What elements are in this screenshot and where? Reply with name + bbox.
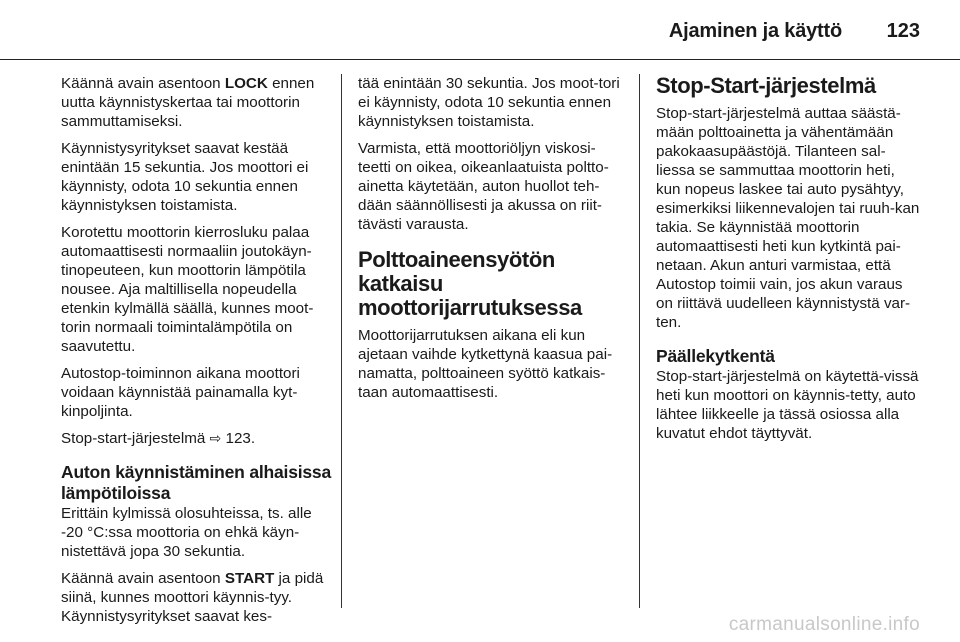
paragraph-cold-conditions: Erittäin kylmissä olosuhteissa, ts. alle -20 °C:ssa moottoria on ehkä käyn-nistettävä jopa 30 sekuntia. <box>61 505 312 560</box>
heading-stop-start: Stop-Start-järjestelmä <box>656 73 876 98</box>
paragraph-attempts: Käynnistysyritykset saavat kestää enintään 15 sekuntia. Jos moottori ei käynnisty, odota 10 sekuntia ennen käynnistyksen toistamista. <box>61 140 309 214</box>
page-reference-link[interactable]: 123. <box>225 430 256 447</box>
paragraph-stop-start-description: Stop-start-järjestelmä auttaa säästä-mään polttoainetta ja vähentämään pakokaasupäästöjä. Tilanteen sal-liessa se sammuttaa moottorin heti, kun nopeus laskee tai auto pysähtyy, esimerkiksi liikennevalojen tai ruuh-kan takia. Se käynnistää moottorin automaattisesti heti kun kytkintä pai-netaan. Akun anturi varmistaa, että Autostop toimii vain, jos akun varaus on riittävä uudelleen käynnistystä var-ten. <box>656 105 920 331</box>
paragraph-cross-reference: Stop-start-järjestelmä ⇨ 123. <box>61 430 256 447</box>
lock-key-label: LOCK <box>224 75 268 92</box>
start-key-label: START <box>224 570 275 587</box>
paragraph-lock: Käännä avain asentoon LOCK ennen uutta käynnistyskertaa tai moottorin sammuttamiseksi. <box>61 75 315 130</box>
column-middle <box>358 74 626 410</box>
paragraph-attempts-continued: tää enintään 30 sekuntia. Jos moot-tori ei käynnisty, odota 10 sekuntia ennen käynnistyksen toistamista. <box>358 75 620 130</box>
paragraph-autostop: Autostop-toiminnon aikana moottori voidaan käynnistää painamalla kyt-kinpoljinta. <box>61 365 300 420</box>
paragraph-activation: Stop-start-järjestelmä on käytettä-vissä heti kun moottori on käynnis-tetty, auto lähtee liikkeelle ja tässä osiossa alla kuvatut ehdot täyttyvät. <box>656 368 919 442</box>
heading-fuel-cutoff: Polttoaineensyötön katkaisu moottorijarrutuksessa <box>358 247 582 320</box>
header-rule <box>0 59 960 60</box>
section-title: Ajaminen ja käyttö <box>668 20 842 42</box>
column-right <box>656 74 922 451</box>
page-header <box>0 0 960 58</box>
paragraph-oil-viscosity: Varmista, että moottoriöljyn viskosi-teetti on oikea, oikeanlaatuista poltto-ainetta käytetään, auton huollot teh-dään säännöllisesti ja akussa on riit-tävästi varausta. <box>358 140 609 233</box>
page-reference-arrow-icon: ⇨ <box>209 430 222 446</box>
column-divider-right <box>639 74 640 608</box>
paragraph-idle-speed: Korotettu moottorin kierrosluku palaa automaattisesti normaaliin joutokäyn-tinopeuteen, kun moottorin lämpötila nousee. Aja maltillisella nopeudella etenkin kylmällä säällä, kunnes moot-torin normaali toimintalämpötila on saavutettu. <box>61 224 314 355</box>
paragraph-start: Käännä avain asentoon START ja pidä siinä, kunnes moottori käynnis-tyy. Käynnistysyritykset saavat kes- <box>61 570 324 625</box>
watermark: carmanualsonline.info <box>728 614 920 635</box>
column-divider-left <box>341 74 342 608</box>
heading-cold-start: Auton käynnistäminen alhaisissa lämpötiloissa <box>61 462 331 503</box>
page-number: 123 <box>886 20 920 42</box>
heading-activation: Päällekytkentä <box>656 346 775 366</box>
column-left <box>61 74 331 634</box>
paragraph-engine-braking: Moottorijarrutuksen aikana eli kun ajetaan vaihde kytkettynä kaasua pai-namatta, polttoaineen syöttö katkais-taan automaattisesti. <box>358 327 613 401</box>
